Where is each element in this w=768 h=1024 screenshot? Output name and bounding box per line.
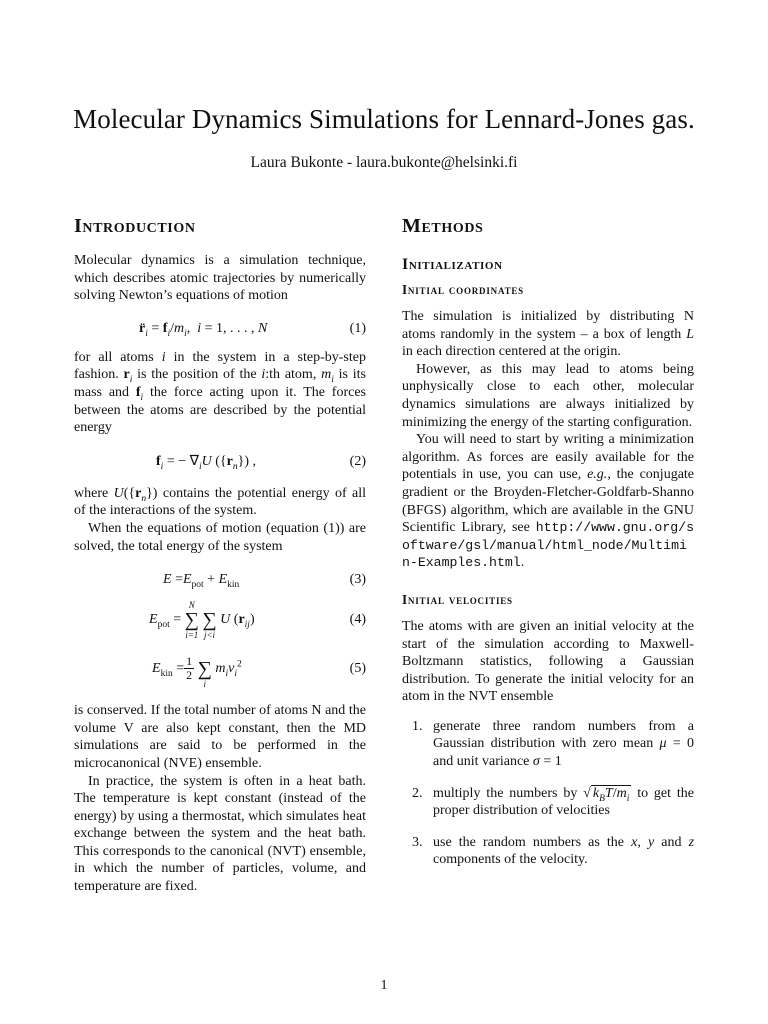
- equation-number: (3): [349, 572, 366, 588]
- subsection-heading-initialization: Initialization: [402, 256, 503, 273]
- equation-number: (2): [349, 453, 366, 469]
- methods-paragraph-3: You will need to start by writing a minimization algorithm. As forces are easily available for the potentials in use, you can use, e.g., the conjugate gradient or the Broyden-Fletcher-Goldfarb-Shanno (BFGS) algorithm, which are available in the GNU Scientific Library, see http://www.gnu.org/software/gsl/manual/html_node/Multimin-Examples.html.: [402, 432, 695, 571]
- subsubsection-heading-initial-velocities: Initial velocities: [402, 591, 513, 607]
- intro-paragraph-2: for all atoms i in the system in a step-by-step fashion. $r_i$ is the position of the i:th atom, $m_i$ is its mass and $f_i$ the force acting upon it. The forces between the atoms are described by the potential energy: [74, 349, 367, 436]
- left-column: [74, 210, 366, 896]
- intro-paragraph-3: where $U(\{r_n\})$ contains the potential energy of all of the interactions of the system.: [74, 485, 366, 519]
- section-heading-methods: Methods: [402, 215, 484, 237]
- equation-5: $E_{kin}$ = $\frac{1}{2}$ ∑ i $m_iv_i^2$ (5): [74, 647, 366, 691]
- equation-number: (4): [349, 612, 366, 628]
- author-line: Laura Bukonte - laura.bukonte@helsinki.fi: [250, 154, 518, 171]
- methods-paragraph-2: However, as this may lead to atoms being unphysically close to each other, molecular dynamics simulations are always initialized by minimizing the energy of the starting configuration.: [402, 361, 694, 430]
- equation-number: (1): [349, 320, 366, 336]
- methods-paragraph-1: The simulation is initialized by distributing N atoms randomly in the system – a box of length L in each direction centered at the origin.: [402, 309, 694, 360]
- intro-paragraph-5: is conserved. If the total number of atoms N and the volume V are also kept constant, then the MD simulations are said to be performed in the microcanonical (NVE) ensemble.: [74, 703, 366, 771]
- list-item: 1. generate three random numbers from a Gaussian distribution with zero mean μ = 0 and unit variance σ = 1: [412, 718, 694, 770]
- list-item: 3. use the random numbers as the x, y and z components of the velocity.: [412, 834, 695, 868]
- methods-paragraph-4: The atoms with are given an initial velocity at the start of the simulation according to Maxwell-Boltzmann statistics, following a Gaussian distribution. To generate the initial velocity for an atom in the NVT ensemble: [402, 618, 694, 705]
- paper-title: Molecular Dynamics Simulations for Lennard-Jones gas.: [73, 104, 695, 134]
- subsubsection-heading-initial-coordinates: Initial coordinates: [402, 282, 524, 297]
- section-heading-introduction: Introduction: [74, 215, 196, 237]
- equation-3: $E =E_{pot} + E_{kin}$ (3): [74, 567, 366, 593]
- initial-velocity-steps: [402, 718, 694, 869]
- intro-paragraph-4: When the equations of motion (equation (1)) are solved, the total energy of the system: [74, 520, 366, 554]
- list-item: 2. multiply the numbers by √ $k_BT/m_i$ to get the proper distribution of velocities: [412, 785, 694, 819]
- equation-4: $E_{pot}$ = N ∑ i=1 ∑ j<i U $(r_{ij})$ (4): [74, 597, 366, 643]
- equation-number: (5): [349, 661, 366, 677]
- gsl-url-link[interactable]: http://www.gnu.org/software/gsl/manual/html_node/Multimin-Examples.html: [402, 520, 694, 571]
- equation-1: $r̈_i = f_i/m_i$, i = 1, . . . , N (1): [74, 316, 366, 342]
- intro-paragraph-6: In practice, the system is often in a heat bath. The temperature is kept constant (instead of the energy) by using a thermostat, which simulates heat exchange between the system and the heat bath. This corresponds to the canonical (NVT) ensemble, in which the number of particles, volume, and temperature are fixed.: [74, 773, 366, 895]
- right-column: [402, 210, 694, 869]
- intro-paragraph-1: Molecular dynamics is a simulation technique, which describes atomic trajectories by numerically solving Newton’s equations of motion: [74, 253, 366, 304]
- equation-2: $f_i$ = − $\nabla_iU$ $(\{r_n\})$ , (2): [74, 449, 366, 475]
- page-number: 1: [380, 978, 388, 993]
